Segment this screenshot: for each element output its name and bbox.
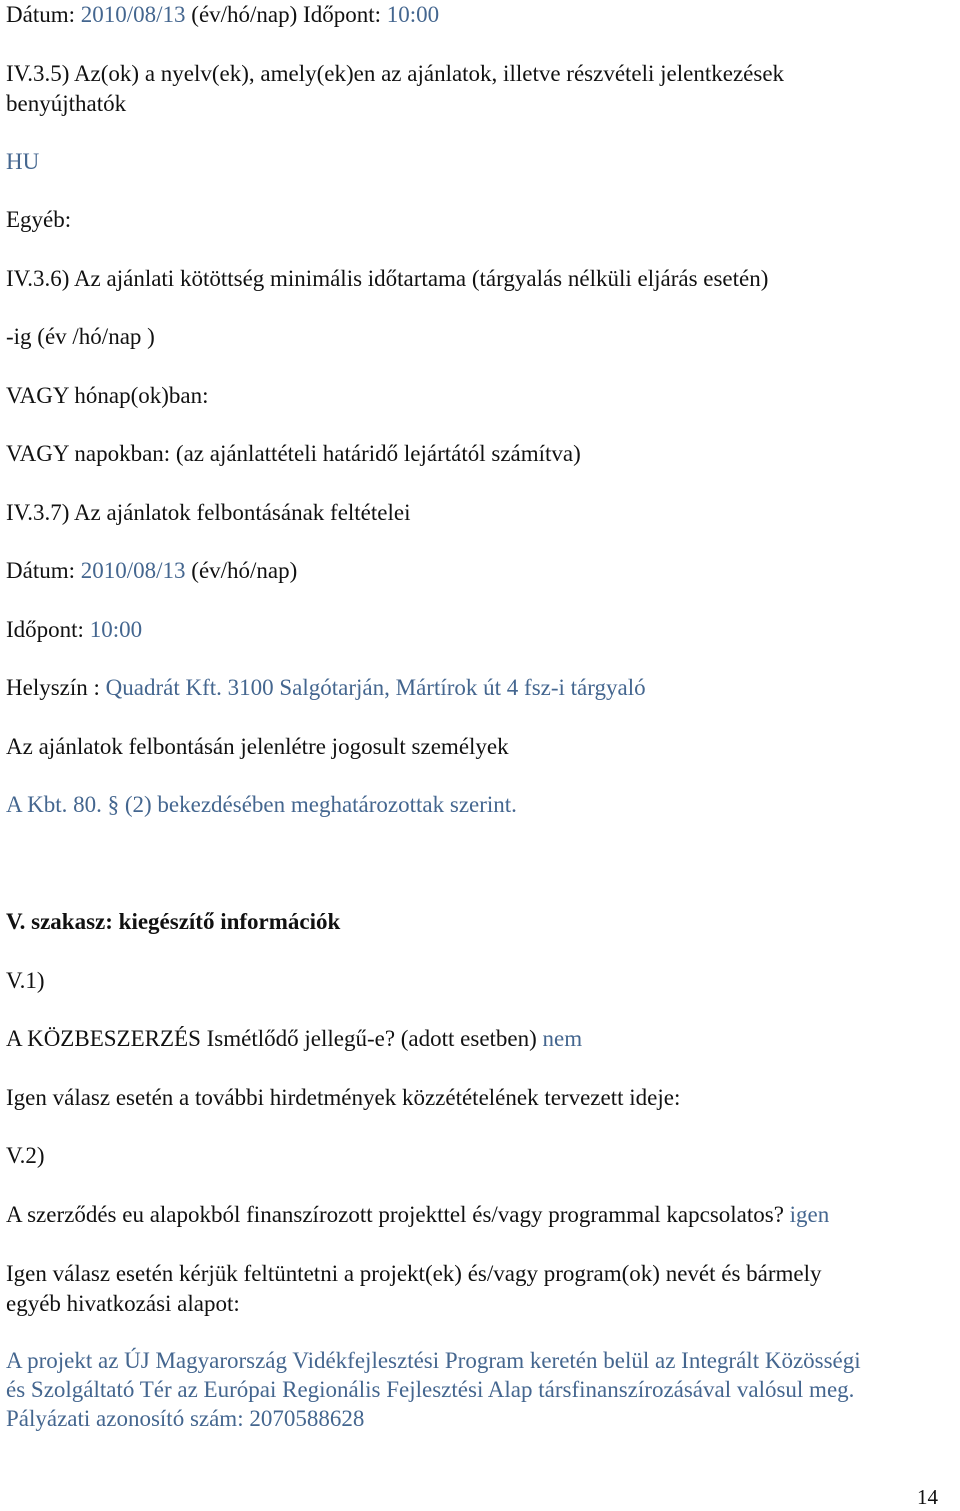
time-label: (év/hó/nap) Időpont: [185,2,387,27]
recurrence-question: A KÖZBESZERZÉS Ismétlődő jellegű-e? (adott esetben) [6,1026,543,1051]
recurrence-value: nem [542,1026,583,1051]
attendees-label: Az ajánlatok felbontásán jelenlétre jogosult személyek [6,734,509,759]
project-reference-value: A projekt az ÚJ Magyarország Vidékfejlesztési Program keretén belül az Integrált Közösségi [6,1348,861,1373]
section-iv-3-6-heading: IV.3.6) Az ajánlati kötöttség minimális időtartama (tárgyalás nélküli eljárás esetén) [6,266,769,291]
opening-date-format: (év/hó/nap) [185,558,298,583]
future-notices-label: Igen válasz esetén a további hirdetmények közzétételének tervezett ideje: [6,1085,681,1110]
days-label: VAGY napokban: (az ajánlattételi határidő lejártától számítva) [6,441,581,466]
location-label: Helyszín : [6,675,106,700]
opening-date-line [6,0,439,30]
language-value: HU [6,149,40,174]
section-v-1-label: V.1) [6,968,45,993]
section-iv-3-5-heading-cont: benyújthatók [6,91,127,116]
until-date-label: -ig (év /hó/nap ) [6,324,155,349]
eu-funding-row [6,1200,829,1230]
page-number: 14 [917,1485,938,1509]
opening-date-row [6,556,297,586]
date-value: 2010/08/13 [80,2,186,27]
recurrence-row [6,1024,582,1054]
opening-date-value: 2010/08/13 [80,558,186,583]
opening-date-label: Dátum: [6,558,81,583]
application-id: Pályázati azonosító szám: 2070588628 [6,1406,365,1431]
project-reference-value-cont: és Szolgáltató Tér az Európai Regionális Fejlesztési Alap társfinanszírozásával valósul meg. [6,1377,855,1402]
opening-time-row [6,615,142,645]
project-reference-label-cont: egyéb hivatkozási alapot: [6,1291,240,1316]
eu-funding-value: igen [789,1202,830,1227]
attendees-value: A Kbt. 80. § (2) bekezdésében meghatározottak szerint. [6,792,517,817]
project-reference-label: Igen válasz esetén kérjük feltüntetni a projekt(ek) és/vagy program(ok) nevét és bármely [6,1261,822,1286]
months-label: VAGY hónap(ok)ban: [6,383,209,408]
date-label: Dátum: [6,2,81,27]
section-iv-3-5-heading: IV.3.5) Az(ok) a nyelv(ek), amely(ek)en az ajánlatok, illetve részvételi jelentkezések [6,61,785,86]
opening-time-label: Időpont: [6,617,90,642]
other-language-label: Egyéb: [6,207,72,232]
location-value: Quadrát Kft. 3100 Salgótarján, Mártírok út 4 fsz-i tárgyaló [105,675,646,700]
section-iv-3-7-heading: IV.3.7) Az ajánlatok felbontásának feltételei [6,500,411,525]
section-v-heading: V. szakasz: kiegészítő információk [6,909,341,934]
opening-location-row [6,673,646,703]
opening-time-value: 10:00 [89,617,143,642]
section-v-2-label: V.2) [6,1143,45,1168]
time-value: 10:00 [386,2,440,27]
eu-funding-question: A szerződés eu alapokból finanszírozott projekttel és/vagy programmal kapcsolatos? [6,1202,790,1227]
